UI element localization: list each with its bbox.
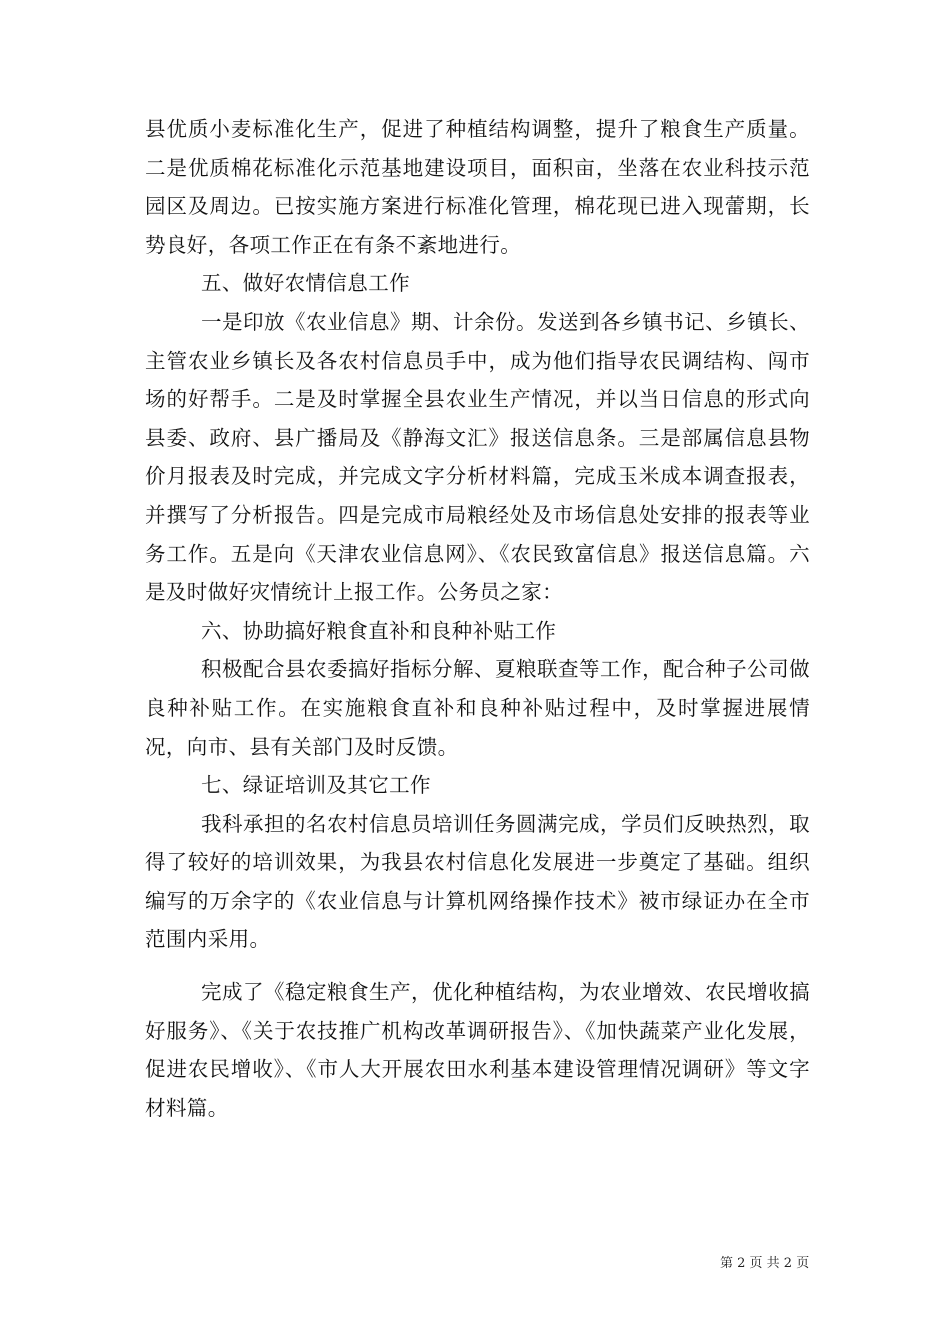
paragraph-training: 我科承担的名农村信息员培训任务圆满完成，学员们反映热烈，取得了较好的培训效果，为我县农村信息化发展进一步奠定了基础。组织编写的万余字的《农业信息与计算机网络操作技术》被市绿证办在全市范围内采用。: [145, 811, 810, 952]
paragraph-agri-info: 一是印放《农业信息》期、计余份。发送到各乡镇书记、乡镇长、主管农业乡镇长及各农村信息员手中，成为他们指导农民调结构、闯市场的好帮手。二是及时掌握全县农业生产情况，并以当日信息的形式向县委、政府、县广播局及《静海文汇》报送信息条。三是部属信息县物价月报表及时完成，并完成文字分析材料篇，完成玉米成本调查报表，并撰写了分析报告。四是完成市局粮经处及市场信息处安排的报表等业务工作。五是向《天津农业信息网》、《农民致富信息》报送信息篇。六是及时做好灾情统计上报工作。公务员之家：: [145, 309, 810, 605]
page-number: 第 2 页 共 2 页: [720, 1256, 810, 1271]
paragraph-materials: 完成了《稳定粮食生产，优化种植结构，为农业增效、农民增收搞好服务》、《关于农技推广机构改革调研报告》、《加快蔬菜产业化发展，促进农民增收》、《市人大开展农田水利基本建设管理情况调研》等文字材料篇。: [145, 980, 810, 1120]
section-heading-6: 六、协助搞好粮食直补和良种补贴工作: [201, 618, 557, 643]
section-heading-5: 五、做好农情信息工作: [201, 271, 410, 296]
document-body: [145, 110, 810, 1127]
paragraph-continuation: 县优质小麦标准化生产，促进了种植结构调整，提升了粮食生产质量。二是优质棉花标准化示范基地建设项目，面积亩，坐落在农业科技示范园区及周边。已按实施方案进行标准化管理，棉花现已进入现蕾期，长势良好，各项工作正在有条不紊地进行。: [145, 117, 810, 257]
paragraph-subsidy: 积极配合县农委搞好指标分解、夏粮联查等工作，配合种子公司做良种补贴工作。在实施粮食直补和良种补贴过程中，及时掌握进展情况，向市、县有关部门及时反馈。: [145, 657, 810, 759]
section-heading-7: 七、绿证培训及其它工作: [201, 773, 431, 798]
